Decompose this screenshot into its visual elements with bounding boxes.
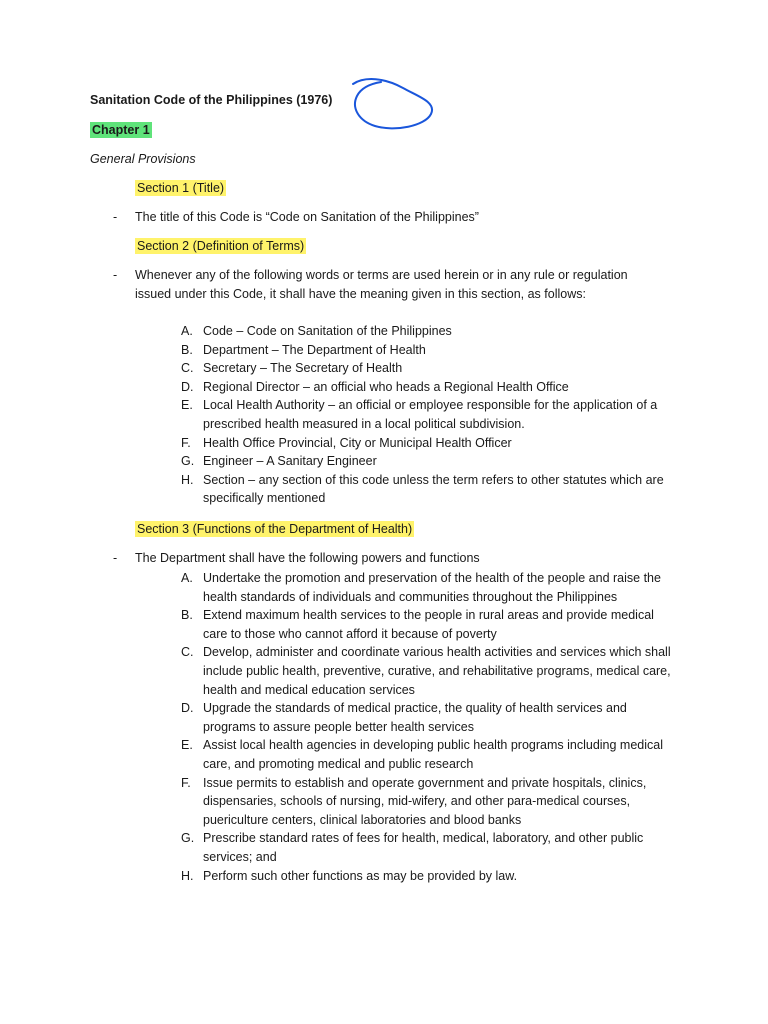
list-item <box>181 736 676 773</box>
list-letter: C. <box>181 361 194 376</box>
list-item-text: Upgrade the standards of medical practice, the quality of health services and programs to assure people better health services <box>203 701 627 734</box>
list-letter: H. <box>181 472 194 487</box>
bullet-dash: - <box>113 551 118 565</box>
pen-scribble-annotation <box>345 72 440 134</box>
list-item <box>181 643 676 699</box>
section-2-intro: Whenever any of the following words or terms are used herein or in any rule or regulation issued under this Code, it shall have the meaning given in this section, as follows: <box>135 268 628 301</box>
subtitle-general-provisions: General Provisions <box>90 152 196 166</box>
list-letter: G. <box>181 831 195 846</box>
list-item-text: Engineer – A Sanitary Engineer <box>203 454 377 469</box>
list-letter: A. <box>181 324 193 338</box>
list-item-text: Secretary – The Secretary of Health <box>203 361 403 376</box>
section-3-intro: The Department shall have the following powers and functions <box>135 551 480 565</box>
bullet-dash: - <box>113 268 118 282</box>
list-item <box>181 569 676 606</box>
definitions-list <box>181 322 676 508</box>
list-item-text: Undertake the promotion and preservation of the health of the people and raise the health standards of individuals and communities throughout the Philippines <box>203 571 661 604</box>
list-item <box>181 378 676 397</box>
bullet-dash: - <box>113 210 118 224</box>
list-item-text: Local Health Authority – an official or employee responsible for the application of a prescribed health measured in a local political subdivision. <box>203 398 658 431</box>
list-item <box>181 699 676 736</box>
list-letter: C. <box>181 645 194 660</box>
list-item <box>181 471 676 508</box>
list-item-text: Section – any section of this code unless the term refers to other statutes which are specifically mentioned <box>203 472 664 506</box>
list-item <box>181 606 676 643</box>
section-1-text: The title of this Code is “Code on Sanitation of the Philippines” <box>135 210 479 224</box>
list-letter: D. <box>181 379 194 394</box>
list-item-text: Perform such other functions as may be provided by law. <box>203 868 518 883</box>
list-letter: E. <box>181 738 193 753</box>
list-item <box>181 341 676 360</box>
list-item <box>181 396 676 433</box>
section-2-heading: Section 2 (Definition of Terms) <box>137 239 305 253</box>
list-item <box>181 434 676 453</box>
list-letter: B. <box>181 342 193 357</box>
list-item-text: Extend maximum health services to the people in rural areas and provide medical care to those who cannot afford it because of poverty <box>203 608 654 641</box>
list-letter: F. <box>181 775 191 790</box>
list-letter: D. <box>181 701 194 716</box>
section-3-heading: Section 3 (Functions of the Department of Health) <box>137 522 413 536</box>
list-item-text: Health Office Provincial, City or Municipal Health Officer <box>203 435 512 450</box>
list-item-text: Code – Code on Sanitation of the Philippines <box>203 324 452 338</box>
list-letter: H. <box>181 868 194 883</box>
list-item <box>181 829 676 866</box>
list-item <box>181 322 676 341</box>
list-item-text: Issue permits to establish and operate government and private hospitals, clinics, dispensaries, schools of nursing, mid-wifery, and other para-medical courses, puericulture centers, clinical laboratories and blood banks <box>203 775 647 827</box>
list-item-text: Prescribe standard rates of fees for health, medical, laboratory, and other public services; and <box>203 831 644 864</box>
chapter-heading: Chapter 1 <box>92 123 150 137</box>
list-item <box>181 359 676 378</box>
list-item <box>181 774 676 830</box>
list-letter: F. <box>181 435 191 450</box>
list-item <box>181 867 676 886</box>
document-title: Sanitation Code of the Philippines (1976) <box>90 93 333 107</box>
list-letter: B. <box>181 608 193 623</box>
list-item <box>181 452 676 471</box>
list-item-text: Develop, administer and coordinate various health activities and services which shall include public health, preventive, curative, and rehabilitative programs, medical care, health and medical education services <box>203 645 671 697</box>
list-letter: A. <box>181 571 193 585</box>
list-letter: G. <box>181 454 195 469</box>
list-item-text: Assist local health agencies in developing public health programs including medical care, and promoting medical and public research <box>203 738 663 771</box>
list-item-text: Regional Director – an official who heads a Regional Health Office <box>203 379 569 394</box>
functions-list <box>181 569 676 885</box>
list-letter: E. <box>181 398 193 413</box>
section-1-heading: Section 1 (Title) <box>137 181 225 195</box>
list-item-text: Department – The Department of Health <box>203 342 426 357</box>
